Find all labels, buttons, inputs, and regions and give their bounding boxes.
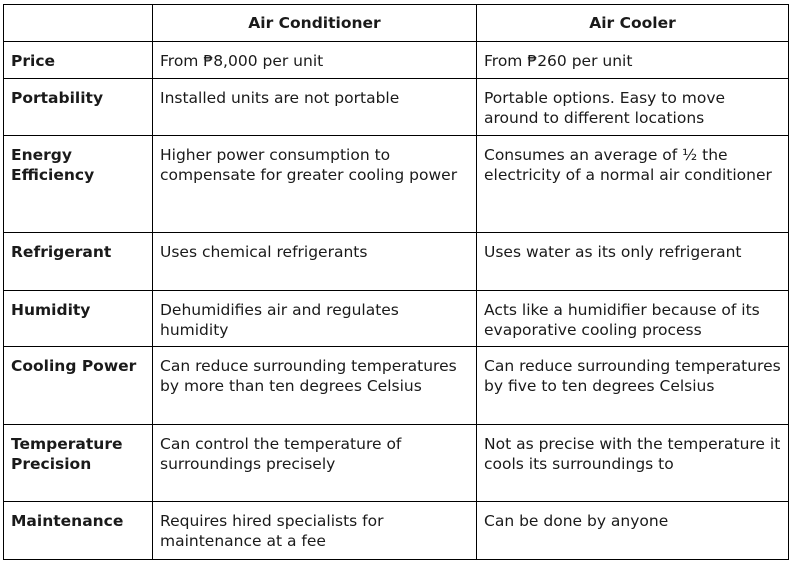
air-cooler-cell: Not as precise with the temperature it cools its surroundings to xyxy=(477,425,789,502)
table-row xyxy=(4,347,789,425)
table-row xyxy=(4,136,789,233)
header-air-cooler: Air Cooler xyxy=(477,5,789,42)
row-label: Cooling Power xyxy=(4,347,153,425)
table-row xyxy=(4,425,789,502)
header-corner-cell xyxy=(4,5,153,42)
air-conditioner-cell: Higher power consumption to compensate for greater cooling power xyxy=(153,136,477,233)
air-conditioner-cell: From ₱8,000 per unit xyxy=(153,42,477,79)
row-label: Energy Efficiency xyxy=(4,136,153,233)
air-cooler-cell: Can reduce surrounding temperatures by five to ten degrees Celsius xyxy=(477,347,789,425)
air-conditioner-cell: Dehumidifies air and regulates humidity xyxy=(153,291,477,347)
row-label: Maintenance xyxy=(4,502,153,560)
table-row xyxy=(4,79,789,136)
row-label: Price xyxy=(4,42,153,79)
air-cooler-cell: Uses water as its only refrigerant xyxy=(477,233,789,291)
header-row xyxy=(4,5,789,42)
air-cooler-cell: Portable options. Easy to move around to different locations xyxy=(477,79,789,136)
row-label: Refrigerant xyxy=(4,233,153,291)
air-cooler-cell: Consumes an average of ½ the electricity of a normal air conditioner xyxy=(477,136,789,233)
table-row xyxy=(4,233,789,291)
air-conditioner-cell: Installed units are not portable xyxy=(153,79,477,136)
air-cooler-cell: Acts like a humidifier because of its evaporative cooling process xyxy=(477,291,789,347)
row-label: Temperature Precision xyxy=(4,425,153,502)
air-conditioner-cell: Uses chemical refrigerants xyxy=(153,233,477,291)
air-cooler-cell: Can be done by anyone xyxy=(477,502,789,560)
row-label: Humidity xyxy=(4,291,153,347)
table-row xyxy=(4,502,789,560)
air-cooler-cell: From ₱260 per unit xyxy=(477,42,789,79)
header-air-conditioner: Air Conditioner xyxy=(153,5,477,42)
table-row xyxy=(4,42,789,79)
row-label: Portability xyxy=(4,79,153,136)
air-conditioner-cell: Can reduce surrounding temperatures by more than ten degrees Celsius xyxy=(153,347,477,425)
table-row xyxy=(4,291,789,347)
comparison-table xyxy=(3,4,789,560)
air-conditioner-cell: Requires hired specialists for maintenance at a fee xyxy=(153,502,477,560)
air-conditioner-cell: Can control the temperature of surroundings precisely xyxy=(153,425,477,502)
